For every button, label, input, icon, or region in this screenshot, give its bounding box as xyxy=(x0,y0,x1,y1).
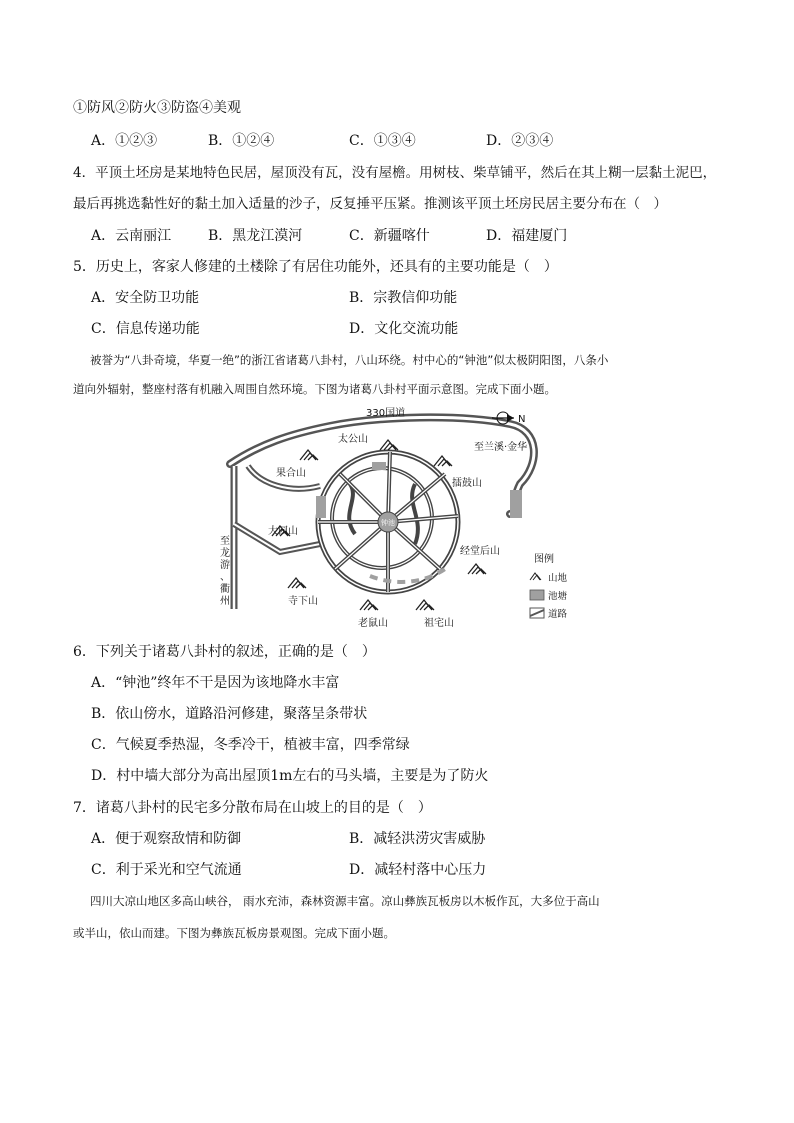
q5-option-a[interactable]: A．安全防卫功能 xyxy=(91,290,200,306)
mountain-label-laoshu: 老鼠山 xyxy=(358,618,388,629)
q6-stem: 6．下列关于诸葛八卦村的叙述，正确的是（ ） xyxy=(73,644,376,660)
q4-stem-line2: 最后再挑选黏性好的黏土加入适量的沙子，反复捶平压紧。推测该平顶土坯房民居主要分布在（ ） xyxy=(73,196,667,212)
q5-option-b[interactable]: B．宗教信仰功能 xyxy=(349,290,458,306)
q3-items: ①防风②防火③防盗④美观 xyxy=(73,100,241,116)
q6-option-a[interactable]: A．“钟池”终年不干是因为该地降水丰富 xyxy=(91,675,340,691)
q4-option-a[interactable]: A．云南丽江 xyxy=(91,228,172,244)
q7-option-c[interactable]: C．利于采光和空气流通 xyxy=(91,862,242,878)
legend-mountain-icon xyxy=(530,573,541,580)
q5-option-d[interactable]: D．文化交流功能 xyxy=(349,321,459,337)
q3-option-a[interactable]: A．①②③ xyxy=(91,133,158,149)
intro1-line2: 道向外辐射，整座村落有机融入周围自然环境。下图为诸葛八卦村平面示意图。完成下面小题。 xyxy=(73,382,556,396)
legend-road-label: 道路 xyxy=(548,609,568,620)
legend-title: 图例 xyxy=(534,554,554,565)
zhongchi-label: 钟池 xyxy=(381,519,395,527)
q4-option-d[interactable]: D．福建厦门 xyxy=(486,228,568,244)
q7-option-d[interactable]: D．减轻村落中心压力 xyxy=(349,862,487,878)
legend-pond-icon xyxy=(530,590,544,600)
q3-option-d[interactable]: D．②③④ xyxy=(486,133,554,149)
q6-option-c[interactable]: C．气候夏季热湿，冬季冷干，植被丰富，四季常绿 xyxy=(91,737,410,753)
pond-west xyxy=(316,496,326,518)
mountain-label-dayuan: 大园山 xyxy=(268,526,298,537)
legend-pond-label: 池塘 xyxy=(548,591,568,602)
svg-text:衢: 衢 xyxy=(220,584,230,595)
q7-option-b[interactable]: B．减轻洪涝灾害威胁 xyxy=(349,831,486,847)
north-label: N xyxy=(518,414,526,425)
q3-option-b[interactable]: B．①②④ xyxy=(208,133,275,149)
intro2-line2: 或半山，依山而建。下图为彝族瓦板房景观图。完成下面小题。 xyxy=(73,926,395,940)
q6-option-b[interactable]: B．依山傍水，道路沿河修建，聚落呈条带状 xyxy=(91,706,368,722)
mountain-label-taigong: 太公山 xyxy=(338,434,368,445)
to-east-label: 至兰溪·金华 xyxy=(474,442,528,453)
svg-text:游: 游 xyxy=(220,560,230,571)
q4-option-b[interactable]: B．黑龙江漠河 xyxy=(208,228,303,244)
q4-stem-line1: 4．平顶土坯房是某地特色民居，屋顶没有瓦，没有屋檐。用树枝、柴草铺平，然后在其上糊一层黏土泥巴， xyxy=(73,165,717,181)
q3-option-c[interactable]: C．①③④ xyxy=(349,133,416,149)
pond-north xyxy=(372,462,386,470)
mountain-label-guohe: 果合山 xyxy=(276,468,306,479)
mountain-label-jingtanghou: 经堂后山 xyxy=(460,546,500,557)
village-map xyxy=(220,404,580,632)
q5-stem: 5．历史上，客家人修建的土楼除了有居住功能外，还具有的主要功能是（ ） xyxy=(73,259,558,275)
intro1-line1: 被誉为“八卦奇境，华夏一绝”的浙江省诸葛八卦村，八山环绕。村中心的“钟池”似太极阴阳图，八条小 xyxy=(90,353,609,367)
q4-option-c[interactable]: C．新疆喀什 xyxy=(349,228,430,244)
q7-stem: 7．诸葛八卦村的民宅多分散布局在山坡上的目的是（ ） xyxy=(73,800,432,816)
mountain-label-sixia: 寺下山 xyxy=(288,596,318,607)
q5-option-c[interactable]: C．信息传递功能 xyxy=(91,321,200,337)
svg-text:州: 州 xyxy=(220,596,230,607)
to-west-label xyxy=(220,535,230,607)
svg-text:龙: 龙 xyxy=(220,548,230,559)
road-330-label: 330国道 xyxy=(366,408,406,419)
intro2-line1: 四川大凉山地区多高山峡谷， 雨水充沛，森林资源丰富。凉山彝族瓦板房以木板作瓦，大多位于高山 xyxy=(90,894,600,908)
mountain-label-zuzhai: 祖宅山 xyxy=(424,618,454,629)
q6-option-d[interactable]: D．村中墙大部分为高出屋顶1m左右的马头墙，主要是为了防火 xyxy=(91,768,489,784)
svg-text:、: 、 xyxy=(220,572,230,583)
pond-east xyxy=(510,490,522,518)
legend-mountain-label: 山地 xyxy=(548,573,568,584)
svg-text:至: 至 xyxy=(220,536,230,547)
q7-option-a[interactable]: A．便于观察敌情和防御 xyxy=(91,831,242,847)
mountain-label-leigu: 擂鼓山 xyxy=(452,478,482,489)
